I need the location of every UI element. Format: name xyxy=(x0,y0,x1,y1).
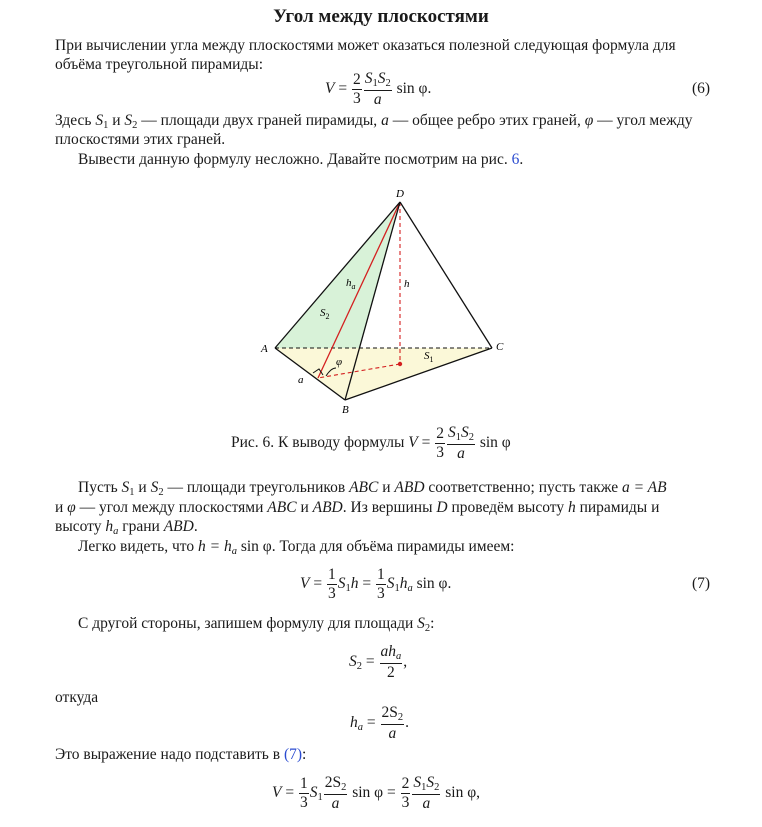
eq6-fraction-2-3: $\frac{2}{3}$ xyxy=(352,71,361,107)
eq6-equals: = xyxy=(338,80,348,98)
paragraph-setup-line2: и φ — угол между плоскостями ABC и ABD. Из вершины D проведём высоту h пирамиды и xyxy=(55,499,660,516)
eq6-fraction-s1s2-a: $\frac{S1S2}{a}$ xyxy=(364,70,391,108)
edge-dc xyxy=(400,202,492,348)
pyramid-figure xyxy=(250,180,520,420)
vertex-label-a: A xyxy=(261,343,268,355)
label-h: h xyxy=(404,278,410,290)
figure-caption: Рис. 6. К выводу формулы V = $\frac{2}{3}$ $\frac{S1S2}{a}$ sin φ xyxy=(231,424,511,462)
vertex-label-d: D xyxy=(396,188,404,200)
paragraph-see-figure: Вывести данную формулу несложно. Давайте посмотрим на рис. 6. xyxy=(78,151,524,168)
label-s1: $S_1$ xyxy=(424,350,434,364)
height-foot-point xyxy=(398,362,402,366)
face-abc-yellow xyxy=(275,348,492,400)
paragraph-intro-line2: объёма треугольной пирамиды: xyxy=(55,56,264,73)
paragraph-setup-line1: Пусть S1 и S2 — площади треугольников ABC и ABD соответственно; пусть также a = AB xyxy=(78,479,667,498)
label-s2: $S_2$ xyxy=(320,307,330,321)
equation-7: V = $\frac{1}{3}$ S1h = $\frac{1}{3}$ S1ha sin φ. xyxy=(300,566,452,602)
equation-final: V = $\frac{1}{3}$ S1 $\frac{2S2}{a}$ sin φ = $\frac{2}{3}$ $\frac{S1S2}{a}$ sin φ, xyxy=(272,774,481,812)
paragraph-intro-line1: При вычислении угла между плоскостями может оказаться полезной следующая формула для xyxy=(55,37,676,54)
figure-reference-link[interactable]: 6 xyxy=(511,151,520,168)
eq6-lhs: V xyxy=(325,80,335,98)
equation-7-reference-link[interactable]: (7) xyxy=(283,746,303,763)
label-a: a xyxy=(298,374,304,386)
vertex-label-b: B xyxy=(342,404,349,416)
equation-6-number: (6) xyxy=(692,80,711,97)
equation-6 xyxy=(325,70,431,109)
paragraph-definitions-line1: Здесь S1 и S2 — площади двух граней пирамиды, a — общее ребро этих граней, φ — угол между xyxy=(55,112,693,131)
paragraph-area-formula: С другой стороны, запишем формулу для площади S2: xyxy=(78,615,435,634)
equation-ha: ha = $\frac{2S2}{a}$ . xyxy=(350,704,409,742)
paragraph-substitute: Это выражение надо подставить в (7): xyxy=(55,746,307,763)
paragraph-whence: откуда xyxy=(55,689,99,706)
label-phi: φ xyxy=(336,356,343,368)
paragraph-definitions-line2: плоскостями этих граней. xyxy=(55,131,226,148)
paragraph-easy-to-see: Легко видеть, что h = ha sin φ. Тогда для объёма пирамиды имеем: xyxy=(78,538,515,557)
equation-s2: S2 = $\frac{\text{aha}}{2}$ , xyxy=(349,643,408,681)
eq6-sin-phi: sin φ. xyxy=(396,80,432,98)
page-title: Угол между плоскостями xyxy=(273,6,489,27)
equation-7-number: (7) xyxy=(692,575,711,592)
label-ha: $h_a$ xyxy=(346,277,356,291)
vertex-label-c: C xyxy=(496,341,504,353)
paragraph-setup-line3: высоту ha грани ABD. xyxy=(55,518,198,537)
